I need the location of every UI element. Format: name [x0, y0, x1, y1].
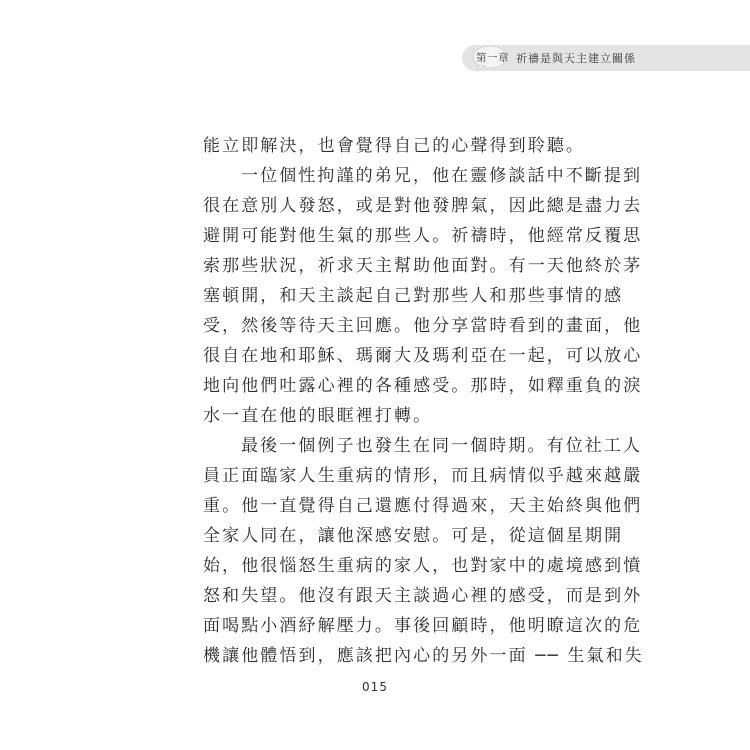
text-line: 全家人同在，讓他深感安慰。可是，從這個星期開: [203, 526, 624, 546]
text-line: 一位個性拘謹的弟兄，他在靈修談話中不斷提到: [241, 166, 643, 186]
chapter-title: 祈禱是與天主建立關係: [516, 52, 636, 65]
text-line: 最後一個例子也發生在同一個時期。有位社工人: [241, 436, 643, 456]
text-line: 面喝點小酒紓解壓力。事後回顧時，他明瞭這次的危: [203, 616, 643, 636]
text-line: 重。他一直覺得自己還應付得過來，天主始終與他們: [203, 496, 643, 516]
text-line: 索那些狀況，祈求天主幫助他面對。有一天他終於茅: [203, 256, 643, 276]
text-line: 地向他們吐露心裡的各種感受。那時，如釋重負的淚: [203, 376, 643, 396]
chapter-label: 第一章: [476, 52, 509, 64]
text-line: 機讓他體悟到，應該把內心的另外一面 ── 生氣和失: [203, 646, 644, 666]
text-line: 很在意別人發怒，或是對他發脾氣，因此總是盡力去: [203, 196, 643, 216]
text-line: 避開可能對他生氣的那些人。祈禱時，他經常反覆思: [203, 226, 643, 246]
text-line: 始，他很惱怒生重病的家人，也對家中的處境感到憤: [203, 556, 643, 576]
text-line: 員正面臨家人生重病的情形，而且病情似乎越來越嚴: [203, 466, 643, 486]
body-text: [203, 131, 644, 671]
text-line: 能立即解決，也會覺得自己的心聲得到聆聽。: [203, 136, 585, 156]
text-line: 怒和失望。他沒有跟天主談過心裡的感受，而是到外: [203, 586, 643, 606]
text-line: 受，然後等待天主回應。他分享當時看到的畫面，他: [203, 316, 643, 336]
page-number: 015: [362, 680, 388, 694]
text-line: 很自在地和耶穌、瑪爾大及瑪利亞在一起，可以放心: [203, 346, 643, 366]
text-line: 水一直在他的眼眶裡打轉。: [203, 406, 433, 426]
text-line: 塞頓開，和天主談起自己對那些人和那些事情的感: [203, 286, 624, 306]
